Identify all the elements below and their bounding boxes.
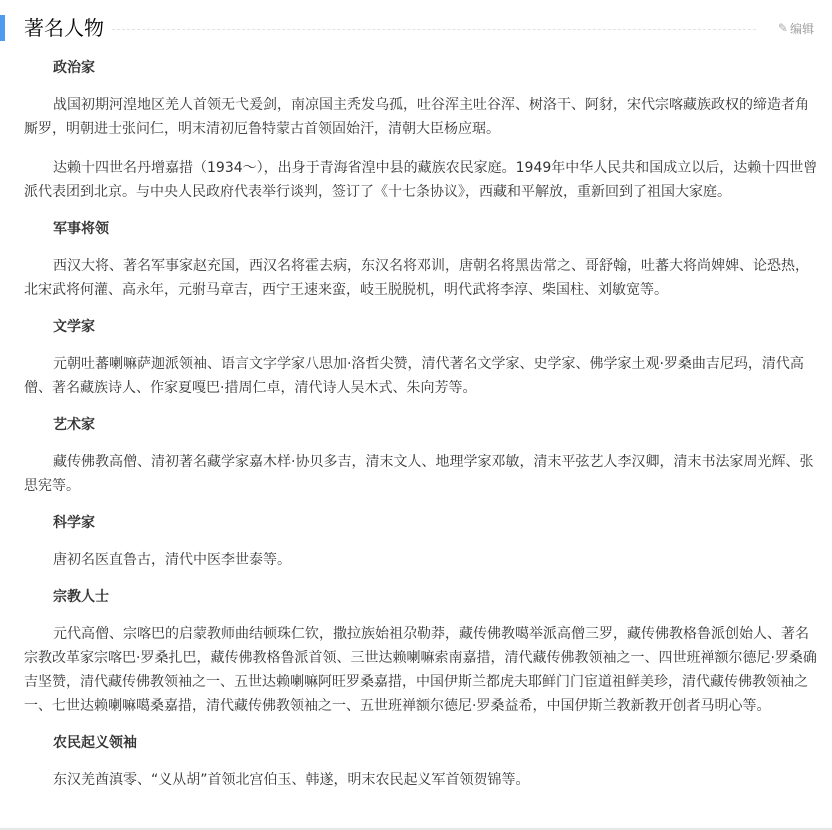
edit-button[interactable] [778,20,814,37]
section-content [0,56,832,792]
header-accent-bar [0,15,5,41]
paragraph: 唐初名医直鲁古，清代中医李世泰等。 [53,552,291,568]
section-header [0,0,832,56]
subheading-rebels: 农民起义领袖 [53,735,137,751]
paragraph: 战国初期河湟地区羌人首领无弋爰剑，南凉国主秃发乌孤，吐谷浑主吐谷浑、树洛干、阿豺，宋代宗喀藏族政权的缔造者角厮罗，明朝进士张问仁，明末清初厄鲁特蒙古首领固始汗，清朝大臣杨应琚。 [24,97,809,137]
subheading-military: 军事将领 [53,221,109,237]
paragraph: 元代高僧、宗喀巴的启蒙教师曲结顿珠仁钦，撒拉族始祖尕勒莽，藏传佛教噶举派高僧三罗，藏传佛教格鲁派创始人、著名宗教改革家宗喀巴·罗桑扎巴，藏传佛教格鲁派首领、三世达赖喇嘛索南嘉措，清代藏传佛教领袖之一、四世班禅额尔德尼·罗桑确吉坚赞，清代藏传佛教领袖之一、五世达赖喇嘛阿旺罗桑嘉措，中国伊斯兰都虎夫耶鲜门门宦道祖鲜美珍，清代藏传佛教领袖之一、七世达赖喇嘛噶桑嘉措，清代藏传佛教领袖之一、五世班禅额尔德尼·罗桑益希，中国伊斯兰教新教开创者马明心等。 [24,626,817,714]
subheading-religious: 宗教人士 [53,589,109,605]
subheading-scientists: 科学家 [53,515,95,531]
paragraph: 藏传佛教高僧、清初著名藏学家嘉木样·协贝多吉，清末文人、地理学家邓敏，清末平弦艺人李汉卿，清末书法家周光辉、张思宪等。 [24,454,814,494]
pencil-icon: ✎ [777,21,788,35]
paragraph: 东汉羌酋滇零、“义从胡”首领北宫伯玉、韩遂，明末农民起义军首领贺锦等。 [53,772,530,788]
subheading-artists: 艺术家 [53,417,95,433]
paragraph: 元朝吐蕃喇嘛萨迦派领袖、语言文字学家八思加·洛哲尖赞，清代著名文学家、史学家、佛学家土观·罗桑曲吉尼玛，清代高僧、著名藏族诗人、作家夏嘎巴·措周仁卓，清代诗人吴木式、朱向芳等。 [24,356,804,396]
section-title: 著名人物 [24,16,104,40]
paragraph: 达赖十四世名丹增嘉措（1934～），出身于青海省湟中县的藏族农民家庭。1949年中华人民共和国成立以后，达赖十四世曾派代表团到北京。与中央人民政府代表举行谈判，签订了《十七条协议》，西藏和平解放，重新回到了祖国大家庭。 [24,160,818,200]
subheading-literati: 文学家 [53,319,95,335]
paragraph: 西汉大将、著名军事家赵充国，西汉名将霍去病，东汉名将邓训，唐朝名将黑齿常之、哥舒翰，吐蕃大将尚婢婢、论恐热，北宋武将何灌、高永年，元驸马章吉，西宁王速来蛮，岐王脱脱机，明代武将李淳、柴国柱、刘敏宽等。 [24,258,809,298]
subheading-politicians: 政治家 [53,60,95,76]
header-divider [112,29,756,30]
edit-label: 编辑 [789,21,814,36]
